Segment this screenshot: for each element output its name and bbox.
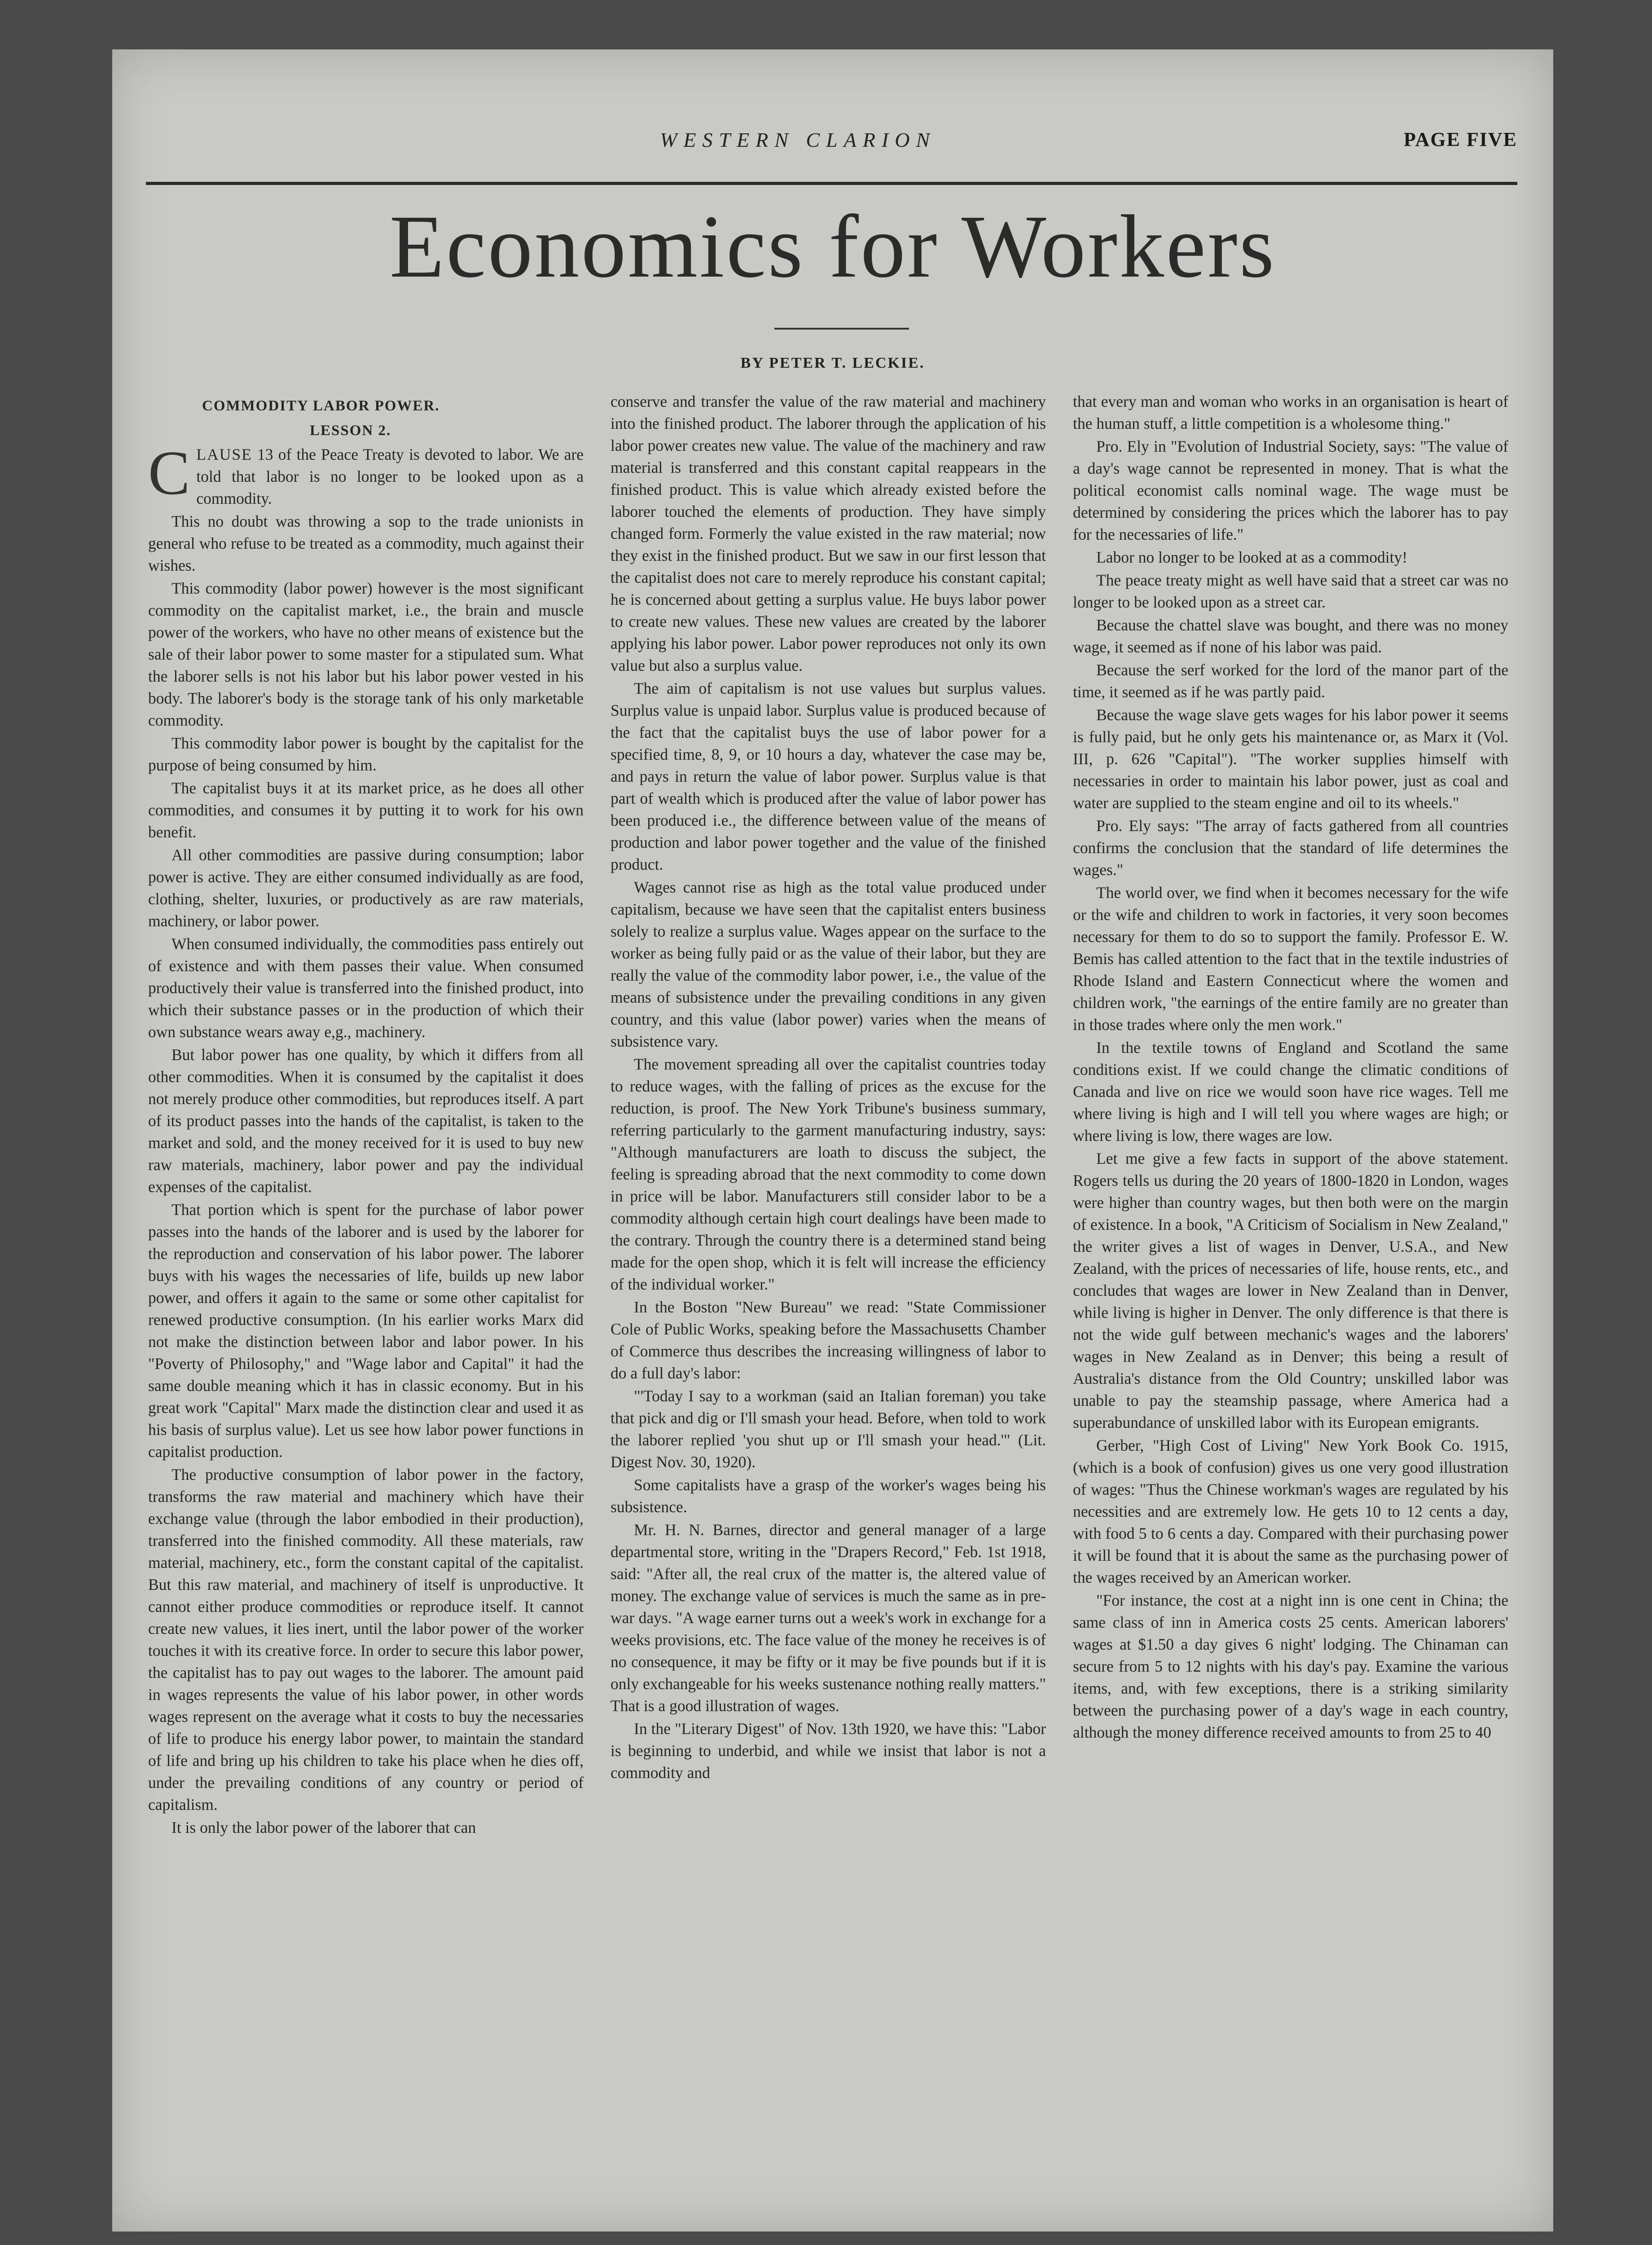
paragraph: The world over, we find when it becomes necessary for the wife or the wife and children to work in factories, it very soon becomes necessary for them to do so to support the family. Professor E. W. Bemis has called attention to the fact that in the textile industries of Rhode Island and Eastern Connecticut where the women and children work, "the earnings of the entire family are no greater than in those trades where only the men work." xyxy=(1073,884,1508,1034)
column-1 xyxy=(148,391,584,2214)
paragraph: In the "Literary Digest" of Nov. 13th 1920, we have this: "Labor is beginning to underbid, and while we insist that labor is not a commodity and xyxy=(611,1720,1046,1782)
paragraph: Because the chattel slave was bought, and there was no money wage, it seemed as if none of his labor was paid. xyxy=(1073,616,1508,656)
article-title: Economics for Workers xyxy=(389,197,1276,296)
header-rule xyxy=(146,182,1517,185)
paragraph: This commodity (labor power) however is the most significant commodity on the capitalist market, i.e., the brain and muscle power of the workers, who have no other means of existence but the sale of their labor power to some master for a stipulated sum. What the laborer sells is not his labor but his labor power vested in his body. The laborer's body is the storage tank of his only marketable commodity. xyxy=(148,579,584,729)
paragraph xyxy=(148,438,584,510)
paragraph: All other commodities are passive during consumption; labor power is active. They are either consumed individually as are food, clothing, shelter, luxuries, or productively as are raw materials, machinery, or labor power. xyxy=(148,846,584,930)
paragraph: "'Today I say to a workman (said an Italian foreman) you take that pick and dig or I'll smash your head. Before, when told to work the laborer replied 'you shut up or I'll smash your head.'" (Lit. Digest Nov. 30, 1920). xyxy=(611,1387,1046,1471)
paragraph: It is only the labor power of the laborer that can xyxy=(171,1818,476,1836)
column-2 xyxy=(611,391,1046,2214)
paragraph: When consumed individually, the commodities pass entirely out of existence and with them passes their value. When consumed productively their value is transferred into the finished product, into which their substance passes or in the production of which their own substance wears away e,g., machinery. xyxy=(148,935,584,1041)
paragraph: But labor power has one quality, by which it differs from all other commodities. When it is consumed by the capitalist it does not merely produce other commodities, but reproduces itself. A part of its product passes into the hands of the capitalist, is taken to the market and sold, and the money received for it is used to buy new raw materials, machinery, labor power and pay the individual expenses of the capitalist. xyxy=(148,1046,584,1196)
paragraph: The aim of capitalism is not use values but surplus values. Surplus value is unpaid labor. Surplus value is produced because of the fact that the capitalist buys the use of labor power for a specified time, 8, 9, or 10 hours a day, whatever the case may be, and pays in return the value of labor power. Surplus value is that part of wealth which is produced after the value of labor power has been produced i.e., the difference between value of the means of production and labor power together and the value of the finished product. xyxy=(611,679,1046,873)
page-header xyxy=(148,128,1517,155)
drop-cap: C xyxy=(148,438,190,508)
paragraph: The productive consumption of labor power in the factory, transforms the raw material and machinery which have their exchange value (through the labor embodied in their production), transferred into the finished commodity. All these materials, raw material, machinery, etc., form the constant capital of the capitalist. But this raw material, and machinery of itself is unproductive. It cannot either produce commodities or reproduce itself. It cannot create new values, it lies inert, until the labor power of the worker touches it with its creative force. In order to secure this labor power, the capitalist has to pay out wages to the laborer. The amount paid in wages represents the value of his labor power, in other words wages represent on the average what it costs to buy the necessaries of life to produce his energy labor power, to maintain the standard of life and bring up his children to take his place when he dies off, under the prevailing conditions of any country or period of capitalism. xyxy=(148,1466,584,1814)
article-body xyxy=(148,391,1517,2214)
paragraph: In the textile towns of England and Scotland the same conditions exist. If we could change the climatic conditions of Canada and live on rice we would soon have rice wages. Tell me where living is high and I will tell you where wages are high; or where living is low, there wages are low. xyxy=(1073,1039,1508,1145)
paragraph: Mr. H. N. Barnes, director and general manager of a large departmental store, writing in the "Drapers Record," Feb. 1st 1918, said: "After all, the real crux of the matter is, the altered value of money. The exchange value of services is much the same as in pre-war days. "A wage earner turns out a week's work in exchange for a weeks provisions, etc. The face value of the money he receives is of no consequence, it may be fifty or it may be five pounds but if it is only exchangeable for his weeks sustenance nothing really matters." That is a good illustration of wages. xyxy=(611,1521,1046,1715)
paragraph: That portion which is spent for the purchase of labor power passes into the hands of the laborer and is used by the laborer for the reproduction and conservation of his labor power. The laborer buys with his wages the necessaries of life, builds up new labor power, and offers it again to the same or some other capitalist for renewed productive consumption. (In his earlier works Marx did not make the distinction between labor and labor power. In his "Poverty of Philosophy," and "Wage labor and Capital" it had the same double meaning which it has in classic economy. But in his great work "Capital" Marx made the distinction clear and used it as his basis of surplus value). Let us see how labor power functions in capitalist production. xyxy=(148,1201,584,1461)
paragraph: In the Boston "New Bureau" we read: "State Commissioner Cole of Public Works, speaking before the Massachusetts Chamber of Commerce thus describes the increasing willingness of labor to do a full day's labor: xyxy=(611,1298,1046,1382)
paragraph: The movement spreading all over the capitalist countries today to reduce wages, with the falling of prices as the excuse for the reduction, is proof. The New York Tribune's business summary, referring particularly to the garment manufacturing industry, says: "Although manufacturers are loath to discuss the subject, the feeling is spreading abroad that the next commodity to come down in price will be labor. Manufacturers still consider labor to be a commodity although certain high court dealings have been made to the contrary. Through the country there is a determined stand being made for the open shop, which it is felt will increase the efficiency of the individual worker." xyxy=(611,1055,1046,1293)
paragraph: This no doubt was throwing a sop to the trade unionists in general who refuse to be treated as a commodity, much against their wishes. xyxy=(148,512,584,574)
page-number: PAGE FIVE xyxy=(1403,128,1517,150)
paragraph: Pro. Ely in "Evolution of Industrial Society, says: "The value of a day's wage cannot be represented in money. That is what the political economist calls nominal wage. The wage must be determined by considering the prices which the laborer has to pay for the necessaries of life." xyxy=(1073,437,1508,543)
paragraph: The capitalist buys it at its market price, as he does all other commodities, and consumes it by putting it to work for his own benefit. xyxy=(148,779,584,841)
paragraph: that every man and woman who works in an organisation is heart of the human stuff, a little competition is a wholesome thing." xyxy=(1073,392,1508,432)
paragraph: Labor no longer to be looked at as a commodity! xyxy=(1096,548,1408,566)
paragraph: Pro. Ely says: "The array of facts gathered from all countries confirms the conclusion that the standard of life determines the wages." xyxy=(1073,817,1508,879)
paragraph: Gerber, "High Cost of Living" New York Book Co. 1915, (which is a book of confusion) gives us one very good illustration of wages: "Thus the Chinese workman's wages are regulated by his necessities and are extremely low. He gets 10 to 12 cents a day, with food 5 to 6 cents a day. Compared with their purchasing power it will be found that it is about the same as the purchasing power of the wages received by an American worker. xyxy=(1073,1436,1508,1586)
title-underline xyxy=(774,328,909,330)
section-heading: COMMODITY LABOR POWER. xyxy=(202,398,440,414)
first-word: LAUSE xyxy=(196,445,252,463)
article-byline: BY PETER T. LECKIE. xyxy=(740,355,925,371)
paragraph: The peace treaty might as well have said that a street car was no longer to be looked upon as a street car. xyxy=(1073,571,1508,611)
column-3 xyxy=(1073,391,1508,2214)
newspaper-page xyxy=(112,49,1553,2232)
paragraph: Let me give a few facts in support of the above statement. Rogers tells us during the 20 years of 1800-1820 in London, wages were higher than country wages, but then both were on the margin of existence. In a book, "A Criticism of Socialism in New Zealand," the writer gives a list of wages in Denver, U.S.A., and New Zealand, with the prices of necessaries of life, house rents, etc., and concludes that wages are lower in New Zealand than in Denver, while living is higher in Denver. The only difference is that there is not the wide gulf between mechanic's wages and the laborers' wages in New Zealand as in Denver; this being a result of Australia's distance from the Old Country; unskilled labor was unable to pay the steamship passage, where America had a superabundance of unskilled labor with its European emigrants. xyxy=(1073,1149,1508,1431)
paragraph: This commodity labor power is bought by the capitalist for the purpose of being consumed by him. xyxy=(148,734,584,774)
lesson-heading: LESSON 2. xyxy=(310,423,391,439)
paragraph: conserve and transfer the value of the raw material and machinery into the finished product. The laborer through the application of his labor power creates new value. The value of the machinery and raw material is transferred and this constant capital reappears in the finished product. This is value which already existed before the laborer touched the elements of production. They have simply changed form. Formerly the value existed in the raw material; now they exist in the finished product. But we saw in our first lesson that the capitalist does not care to merely reproduce his constant capital; he is concerned about getting a surplus value. He buys labor power to create new values. These new values are created by the laborer applying his labor power. Labor power reproduces not only its own value but also a surplus value. xyxy=(611,392,1046,674)
paragraph: Because the wage slave gets wages for his labor power it seems is fully paid, but he only gets his maintenance or, as Marx it (Vol. III, p. 626 "Capital"). "The worker supplies himself with necessaries in order to maintain his labor power, just as coal and water are supplied to the steam engine and oil to its wheels." xyxy=(1073,706,1508,812)
newspaper-name: WESTERN CLARION xyxy=(660,128,936,151)
paragraph-text: 13 of the Peace Treaty is devoted to labor. We are told that labor is no longer to be looked upon as a commodity. xyxy=(196,445,584,507)
paragraph: Some capitalists have a grasp of the worker's wages being his subsistence. xyxy=(611,1476,1046,1516)
paragraph: Wages cannot rise as high as the total value produced under capitalism, because we have seen that the capitalist enters business solely to realize a surplus value. Wages appear on the surface to the worker as being fully paid or as the value of their labor, but they are really the value of the commodity labor power, i.e., the value of the means of subsistence under the prevailing conditions in any given country, and this value (labor power) varies when the means of subsistence vary. xyxy=(611,878,1046,1050)
paragraph: "For instance, the cost at a night inn is one cent in China; the same class of inn in America costs 25 cents. American laborers' wages at $1.50 a day gives 6 night' lodging. The Chinaman can secure from 5 to 12 nights with his day's pay. Examine the various items, and, with few exceptions, there is a striking similarity between the purchasing power of a day's wage in each country, although the money difference received amounts to from 25 to 40 xyxy=(1073,1591,1508,1741)
paragraph: Because the serf worked for the lord of the manor part of the time, it seemed as if he was partly paid. xyxy=(1073,661,1508,701)
